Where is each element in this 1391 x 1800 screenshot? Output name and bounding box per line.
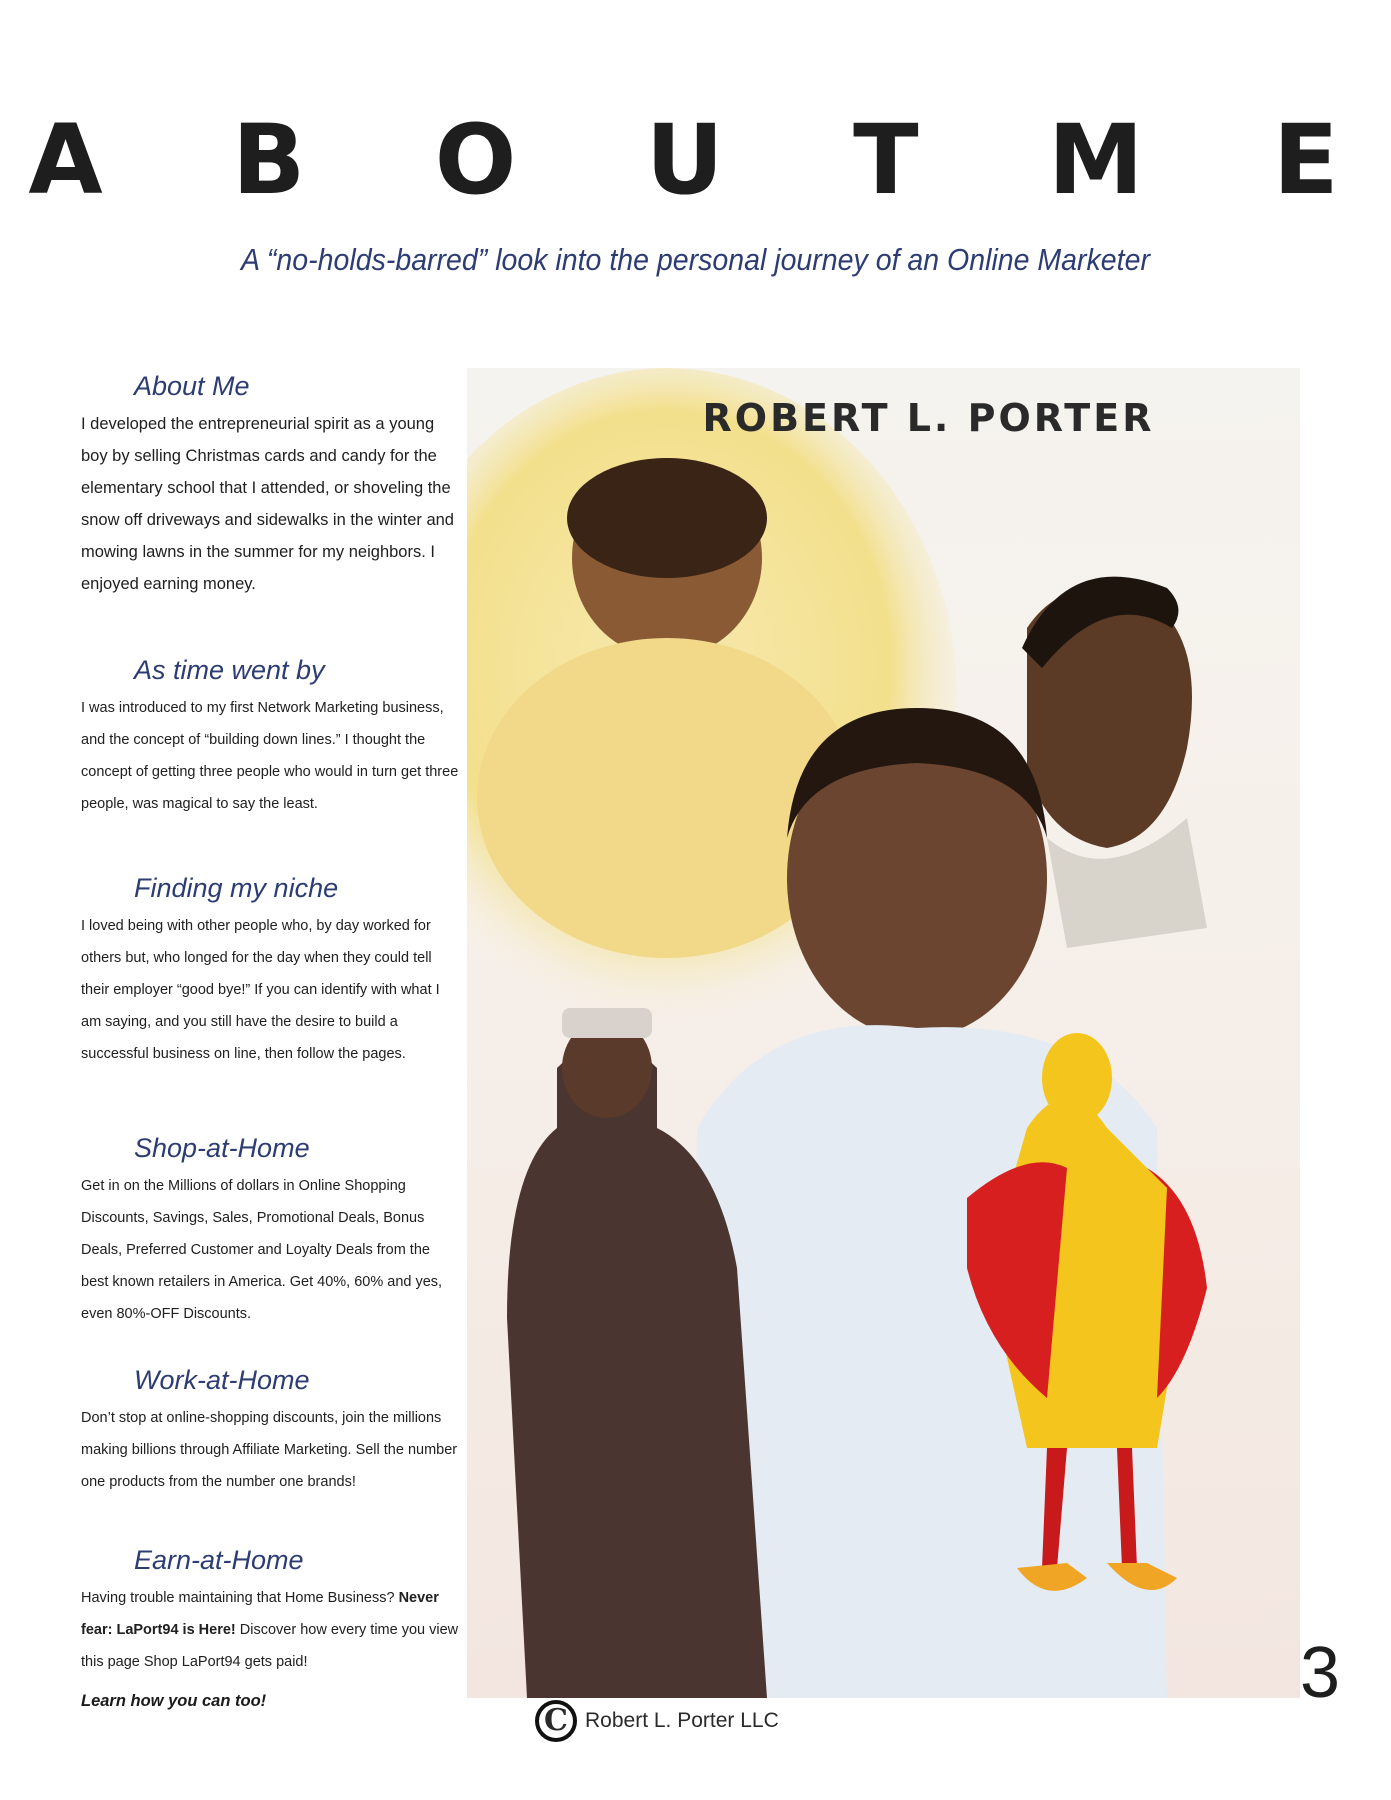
section-earn-at-home (81, 1544, 461, 1678)
section-heading: Earn-at-Home (134, 1545, 304, 1575)
section-as-time-went-by (81, 654, 461, 820)
collage-illustration (467, 368, 1300, 1698)
chicken-head-shape (1042, 1033, 1112, 1123)
soldier-cap-shape (562, 1008, 652, 1038)
footer (535, 1700, 779, 1742)
section-heading: Shop-at-Home (134, 1133, 310, 1163)
cta-text: Learn how you can too! (81, 1692, 267, 1710)
section-body: Get in on the Millions of dollars in Online Shopping Discounts, Savings, Sales, Promotional Deals, Bonus Deals, Preferred Customer and Loyalty Deals from the best known retailers in America. Get 40%, 60% and yes, even 80%-OFF Discounts. (81, 1178, 443, 1323)
section-body: I was introduced to my first Network Marketing business, and the concept of “building down lines.” I thought the concept of getting three people who would in turn get three people, was magical to say the least. (81, 700, 459, 813)
section-heading: As time went by (134, 655, 325, 685)
section-body (81, 1582, 461, 1678)
section-heading: Finding my niche (134, 873, 339, 903)
page-number: 3 (1300, 1633, 1341, 1713)
section-heading: Work-at-Home (134, 1365, 310, 1395)
section-body: Don’t stop at online-shopping discounts, join the millions making billions through Affiliate Marketing. Sell the number one products from the number one brands! (81, 1410, 458, 1491)
section-shop-at-home (81, 1132, 461, 1330)
photo-name: ROBERT L. PORTER (702, 396, 1155, 440)
page-subtitle: A “no-holds-barred” look into the personal journey of an Online Marketer (241, 242, 1150, 277)
page-title: A B O U T M E (28, 104, 1387, 216)
photo-collage (467, 368, 1300, 1698)
section-body: I developed the entrepreneurial spirit as a young boy by selling Christmas cards and candy for the elementary school that I attended, or shoveling the snow off driveways and sidewalks in the winter and mowing lawns in the summer for my neighbors. I enjoyed earning money. (81, 415, 454, 594)
section-heading: About Me (134, 371, 250, 401)
section-body: I loved being with other people who, by day worked for others but, who longed for the day when they could tell their employer “good bye!” If you can identify with what I am saying, and you still have the desire to build a successful business on line, then follow the pages. (81, 918, 440, 1063)
body-bold-text: Never fear: LaPort94 is Here! (81, 1590, 439, 1639)
body-text: Having trouble maintaining that Home Business? (81, 1590, 395, 1607)
section-finding-my-niche (81, 872, 461, 1070)
footer-text: Robert L. Porter LLC (585, 1709, 779, 1732)
copyright-icon: C (535, 1700, 577, 1742)
section-about-me (81, 370, 461, 600)
section-work-at-home (81, 1364, 461, 1498)
baby-hair-shape (567, 458, 767, 578)
body-text: Discover how every time you view this page Shop LaPort94 gets paid! (81, 1622, 459, 1671)
